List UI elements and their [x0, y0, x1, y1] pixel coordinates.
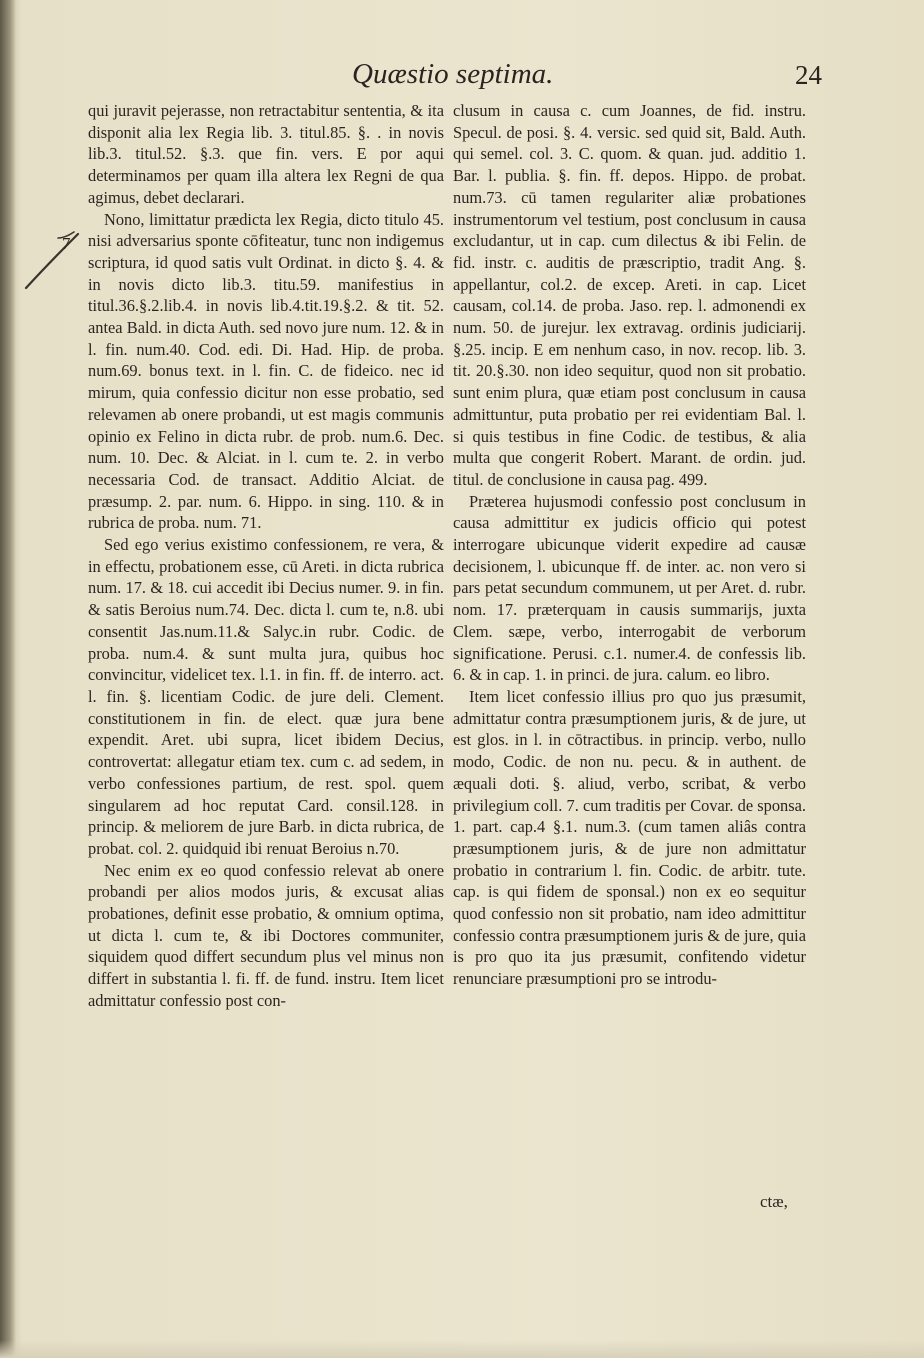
right-paragraph-2: Præterea hujusmodi confessio post conclusum in causa admittitur ex judicis officio qui potest interrogare ubicunque viderit expedire ad causæ decisionem, l. ubicunque ff. de inter. ac. non vero si pars petat secundum communem, ut per Aret. d. rubr. nom. 17. præterquam in causis summarijs, juxta Clem. sæpe, verbo, interrogabit de verborum significatione. Perusi. c.1. numer.4. de confessis lib. 6. & in cap. 1. in princi. de jura. calum. eo libro.: [453, 491, 806, 685]
pen-mark-icon: [18, 226, 82, 296]
page-header: [352, 58, 832, 98]
left-paragraph-4: Nec enim ex eo quod confessio relevat ab onere probandi per alios modos juris, & excusat alias probationes, definit esse probatio, & omnium optima, ut dicta l. cum te, & ibi Doctores communiter, siquidem quod differt secundum plus vel minus non differt in substantia l. fi. ff. de fund. instru. Item licet admittatur confessio post con-: [88, 860, 444, 1010]
paragraph-number: 7: [62, 234, 71, 253]
right-column: [453, 100, 806, 990]
page-bottom-edge: [0, 1340, 924, 1358]
left-paragraph-2: Nono, limittatur prædicta lex Regia, dicto titulo 45. nisi adversarius sponte cōfiteatur, tunc non indigemus scriptura, id quod satis vult Ordinat. in dicto §. 4. & in novis dicto lib.3. titu.59. manifestius in titul.36.§.2.lib.4. in novis lib.4.tit.19.§.2. & tit. 52. antea Bald. in dicta Auth. sed novo jure num. 12. & in l. fin. num.40. Cod. edi. Di. Had. Hip. de proba. num.69. bonus text. in l. fin. C. de fideico. nec id mirum, quia confessio dicitur non esse probatio, sed relevamen ab onere probandi, ut est magis communis opinio ex Felino in dicta rubr. de prob. num.6. Dec. num. 10. Dec. & Alciat. in l. cum te. 2. in verbo necessaria Cod. de transact. Additio Alciat. de præsump. 2. par. num. 6. Hippo. in sing. 110. & in rubrica de proba. num. 71.: [88, 209, 444, 533]
left-paragraph-3: Sed ego verius existimo confessionem, re vera, & in effectu, probationem esse, cū Areti. in dicta rubrica num. 17. & 18. cui accedit ibi Decius numer. 9. in fin. & satis Beroius num.74. Dec. dicta l. cum te, n.8. ubi consentit Jas.num.11.& Salyc.in rubr. Codic. de proba. num.4. & sunt multa jura, quibus hoc convincitur, videlicet tex. l.1. in fin. ff. de interro. act. l. fin. §. licentiam Codic. de jure deli. Clement. constitutionem in fin. de elect. quæ jura bene expendit. Aret. ubi supra, licet ibidem Decius, controvertat: allegatur etiam tex. cum c. ad sedem, in verbo confessiones partium, de rest. spol. quem singularem ad hoc reputat Card. consil.128. in princip. & meliorem de jure Barb. in dicta rubrica, de probat. col. 2. quidquid ibi renuat Beroius n.70.: [88, 535, 444, 858]
right-paragraph-1: clusum in causa c. cum Joannes, de fid. instru. Specul. de posi. §. 4. versic. sed quid sit, Bald. Auth. qui semel. col. 3. C. quom. & quan. jud. additio 1. Bar. l. publia. §. fin. ff. depos. Hippo. de probat. num.73. cū tamen regulariter aliæ probationes instrumentorum vel testium, post conclusum in causa excludantur, ut in cap. cum dilectus & ibi Felin. de fid. instr. c. auditis de præscriptio, tradit Ang. §. appellantur, col.2. de excep. Areti. in cap. Licet causam, col.14. de proba. Jaso. rep. l. admonendi ex num. 50. de jurejur. lex extravag. ordinis judiciarij. §.25. incip. E em nenhum caso, in nov. recop. lib. 3. tit. 20.§.30. non ideo sequitur, quod non sit probatio. sunt enim plura, quæ etiam post conclusum in causa admittuntur, puta probatio per rei evidentiam Bal. l. si quis testibus in fine Codic. de testibus, & alia multa que congerit Robert. Marant. de ordin. jud. titul. de conclusione in causa pag. 499.: [453, 101, 806, 489]
right-paragraph-3: Item licet confessio illius pro quo jus præsumit, admittatur contra præsumptionem juris, & de jure, ut est glos. in l. in cōtractibus. in princip. verbo, nullo modo, Codic. de non nu. pecu. & in authent. de æquali doti. §. aliud, verbo, scribat, & verbo privilegium coll. 7. cum traditis per Covar. de sponsa. 1. part. cap.4 §.1. num.3. (cum tamen aliâs contra præsumptionem juris, & de jure non admittatur probatio in contrarium l. fin. Codic. de arbitr. tute. cap. is qui fidem de sponsal.) non ex eo sequitur quod confessio non sit probatio, nam ideo admittitur confessio contra præsumptionem juris & de jure, quia is pro quo ita jus præsumit, confitendo videtur renunciare præsumptioni pro se introdu-: [453, 686, 806, 989]
running-title: Quæstio septima.: [352, 58, 554, 90]
page-gutter-shadow: [0, 0, 16, 1358]
left-paragraph-1: qui juravit pejerasse, non retractabitur sententia, & ita disponit alia lex Regia lib. 3. titul.85. §. . in novis lib.3. titul.52. §.3. que fin. vers. E por aqui determinamos per quam illa altera lex Regni de qua agimus, debet declarari.: [88, 101, 444, 207]
left-column: [88, 100, 444, 1012]
catchword: ctæ,: [760, 1192, 788, 1211]
page-number: 24: [795, 60, 822, 90]
